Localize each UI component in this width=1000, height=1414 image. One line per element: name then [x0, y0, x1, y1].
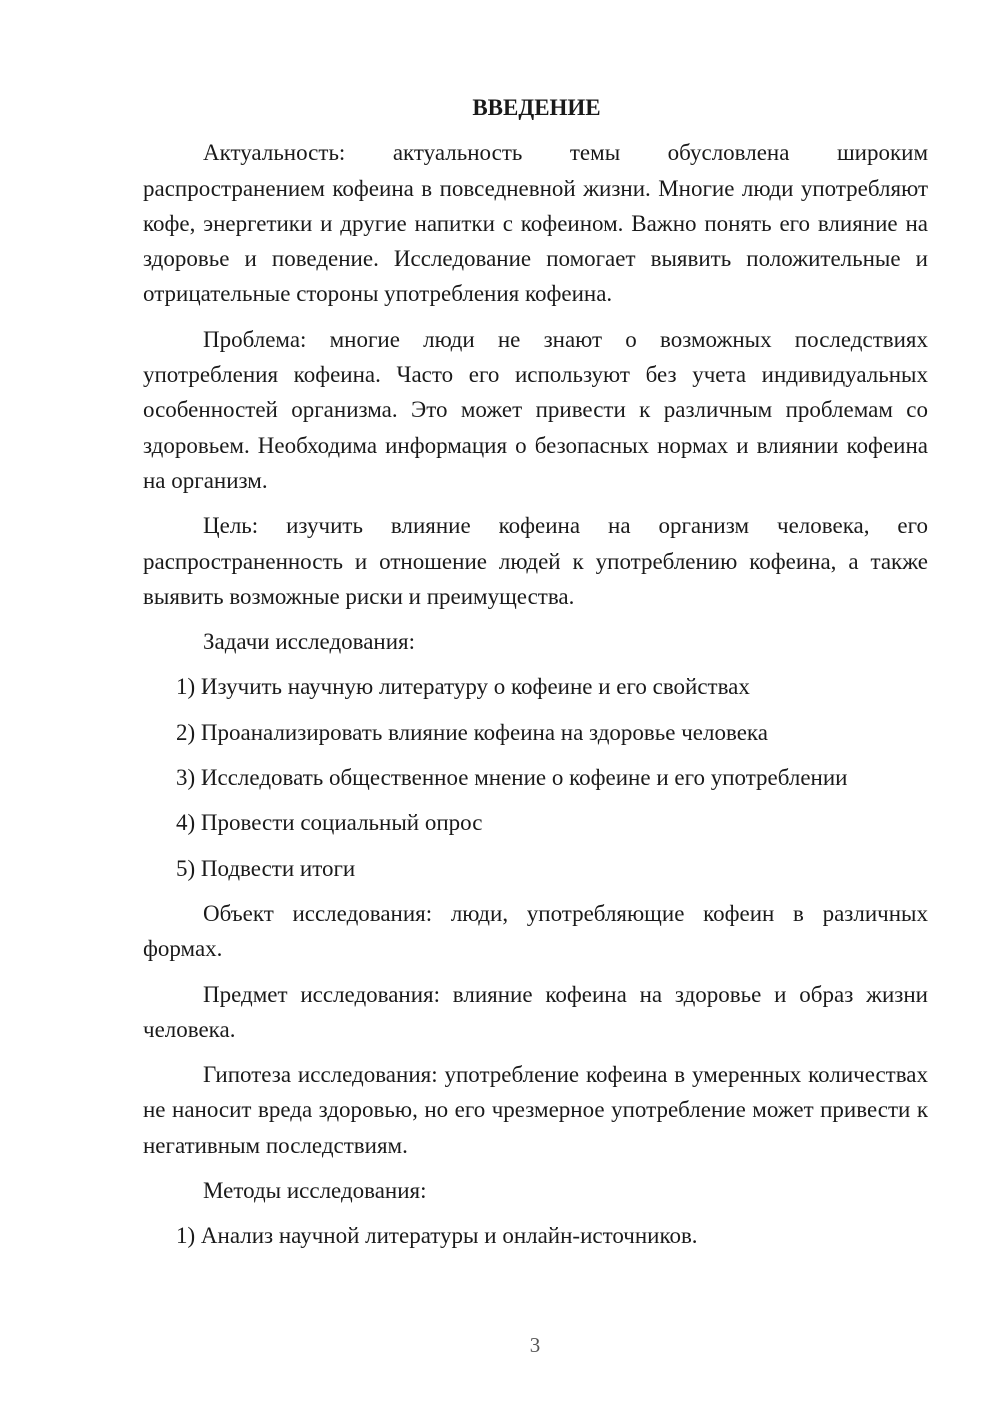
methods-heading: Методы исследования: — [203, 1178, 427, 1204]
task-item: 5) Подвести итоги — [176, 855, 356, 881]
object-paragraph: Объект исследования: люди, употребляющие кофеин в различных формах. — [143, 900, 928, 962]
section-title: ВВЕДЕНИЕ — [472, 95, 601, 120]
tasks-heading: Задачи исследования: — [203, 629, 416, 655]
task-item: 2) Проанализировать влияние кофеина на здоровье человека — [176, 719, 768, 745]
task-item: 3) Исследовать общественное мнение о кофеине и его употреблении — [176, 765, 848, 791]
page-number: 3 — [529, 1333, 541, 1357]
hypothesis-paragraph: Гипотеза исследования: употребление кофеина в умеренных количествах не наносит вреда здоровью, но его чрезмерное употребление может привести к негативным последствиям. — [143, 1062, 928, 1158]
task-item: 4) Провести социальный опрос — [176, 810, 483, 836]
task-item: 1) Изучить научную литературу о кофеине и его свойствах — [176, 674, 750, 700]
goal-paragraph: Цель: изучить влияние кофеина на организм человека, его распространенность и отношение людей к употреблению кофеина, а также выявить возможные риски и преимущества. — [143, 513, 928, 609]
subject-paragraph: Предмет исследования: влияние кофеина на здоровье и образ жизни человека. — [143, 981, 928, 1042]
problem-paragraph: Проблема: многие люди не знают о возможных последствиях употребления кофеина. Часто его используют без учета индивидуальных особенностей организма. Это может привести к различным проблемам со здоровьем. Необходима информация о безопасных нормах и влиянии кофеина на организм. — [143, 326, 928, 493]
method-item: 1) Анализ научной литературы и онлайн-источников. — [176, 1223, 698, 1249]
document-page — [143, 90, 928, 1264]
relevance-paragraph: Актуальность: актуальность темы обусловлена широким распространением кофеина в повседневной жизни. Многие люди употребляют кофе, энергетики и другие напитки с кофеином. Важно понять его влияние на здоровье и поведение. Исследование помогает выявить положительные и отрицательные стороны употребления кофеина. — [143, 140, 928, 307]
